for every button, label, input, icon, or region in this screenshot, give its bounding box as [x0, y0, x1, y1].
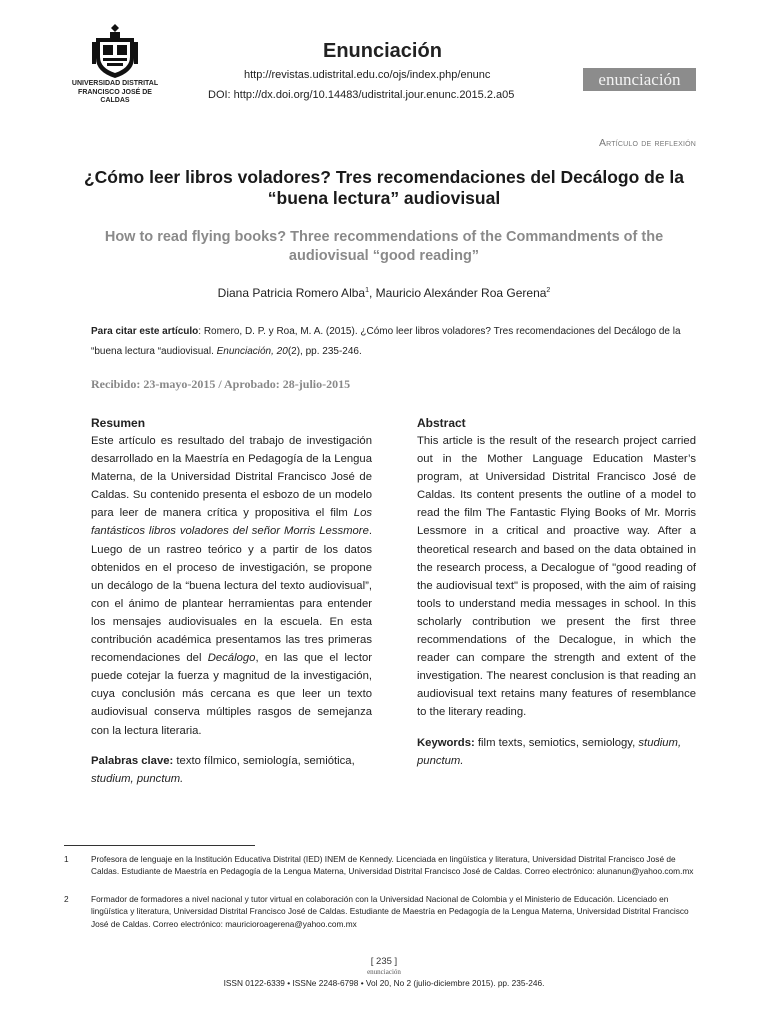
resumen-paragraph [91, 432, 372, 740]
resumen-text-3: , en las que el lector puede cotejar la fuerza y magnitud de la investigación, cuya conclusión más cercana es que leer un texto audiovisual conserva múltiples rasgos de semejanza con la lectura literaria. [91, 652, 373, 737]
resumen-column [91, 414, 372, 788]
author-1: Diana Patricia Romero Alba [217, 286, 366, 300]
footnote-divider [64, 845, 255, 846]
resumen-heading: Resumen [91, 416, 146, 430]
citation-label: Para citar este artículo [91, 326, 199, 337]
citation-text-b: (2), pp. 235-246. [287, 346, 362, 357]
institution-name-line2: FRANCISCO JOSÉ DE CALDAS [78, 88, 152, 104]
article-subtitle-line2: audiovisual “good reading” [288, 248, 480, 264]
palabras-clave-text: texto fílmico, semiología, semiótica, [173, 754, 355, 767]
author-2: Mauricio Alexánder Roa Gerena [375, 286, 547, 300]
abstract-column [417, 414, 696, 770]
author-2-footnote-ref: 2 [546, 287, 551, 294]
received-approved-dates: Recibido: 23-mayo-2015 / Aprobado: 28-julio-2015 [91, 377, 351, 391]
author-1-footnote-ref: 1 [365, 287, 369, 294]
keywords-italic: studium, punctum. [417, 736, 682, 767]
citation-text-a: : Romero, D. P. y Roa, M. A. (2015). ¿Cómo leer libros voladores? Tres recomendaciones del Decálogo de la “buena lectura “audiovisual. [91, 326, 681, 357]
footnote-2-text: Formador de formadores a nivel nacional y tutor virtual en colaboración con la Universidad Nacional de Colombia y el Ministerio de Educación. Licenciado en lingüística y literatura, Universidad Distrital Francisco José de Caldas. Estudiante de Maestría en Pedagogía de la Lengua Materna, Universidad Distrital Francisco José de Caldas. Correo electrónico: mauricioroagerena@yahoo.com.mx [91, 894, 689, 929]
journal-brand-logo: enunciación [583, 68, 696, 91]
resumen-film-title: Los fantásticos libros voladores del señor Morris Lessmore [91, 507, 372, 538]
university-logo [70, 22, 160, 104]
palabras-clave-italic: studium, punctum. [91, 772, 184, 785]
article-title-line1: ¿Cómo leer libros voladores? Tres recomendaciones del Decálogo de la [83, 167, 685, 187]
section-label: Artículo de reflexión [598, 137, 696, 149]
journal-doi[interactable]: DOI: http://dx.doi.org/10.14483/udistrital.jour.enunc.2015.2.a05 [208, 89, 515, 101]
resumen-text-1: Este artículo es resultado del trabajo de investigación desarrollado en la Maestría en Pedagogía de la Lengua Materna, de la Universidad Distrital Francisco José de Caldas. Su contenido presenta el esbozo de un modelo para leer de manera crítica y propositiva el film [91, 435, 372, 520]
footnote-1-text: Profesora de lenguaje en la Institución Educativa Distrital (IED) INEM de Kennedy. Licenciada en lingüística y literatura, Universidad Distrital Francisco José de Caldas. Estudiante de Maestría en Pedagogía de la Lengua Materna, Universidad Distrital Francisco José de Caldas. Correo electrónico: alunanun@yahoo.com.mx [91, 854, 694, 877]
footnote-2-number: 2 [64, 894, 69, 904]
issn-line: ISSN 0122-6339 • ISSNe 2248-6798 • Vol 20, No 2 (julio-diciembre 2015). pp. 235-246. [223, 978, 545, 988]
footnote-1 [64, 853, 704, 878]
keywords-label: Keywords: [417, 736, 475, 749]
keywords-text: film texts, semiotics, semiology, [474, 736, 639, 749]
journal-title: Enunciación [323, 40, 442, 62]
institution-name-line1: UNIVERSIDAD DISTRITAL [71, 80, 159, 87]
author-separator: , [368, 286, 376, 300]
keywords [417, 734, 696, 770]
palabras-clave [91, 752, 372, 788]
university-crest-icon [90, 22, 140, 80]
resumen-text-2: . Luego de un rastreo teórico y a partir de los datos obtenidos en el proceso de investigación, se propone un decálogo de la “buena lectura del texto audiovisual”, con el ánimo de plantear herramientas para entender los mensajes audiovisuales en la escuela. En esta contribución académica presentamos las tres primeras recomendaciones del [91, 525, 372, 665]
page-number: [ 235 ] [370, 956, 398, 967]
article-subtitle [60, 228, 708, 266]
footnote-2 [64, 893, 704, 930]
footer-brand: enunciación [367, 968, 401, 976]
palabras-clave-label: Palabras clave: [91, 754, 174, 767]
footnote-1-number: 1 [64, 854, 69, 864]
citation-journal: Enunciación, 20 [216, 346, 288, 357]
article-title-line2: “buena lectura” audiovisual [267, 188, 501, 208]
resumen-decalogo: Decálogo [207, 652, 256, 665]
journal-url[interactable]: http://revistas.udistrital.edu.co/ojs/index.php/enunc [244, 69, 491, 81]
abstract-paragraph: This article is the result of the research project carried out in the Mother Language Education Master’s program, at Universidad Distrital Francisco José de Caldas. Its content presents the outline of a model to read the film The Fantastic Flying Books of Mr. Morris Lessmore in a critical and proactive way. After a theoretical research and based on the data obtained in the research process, a Decalogue of "good reading of the audiovisual text" is proposed, with the aim of raising tools to understand media messages in school. In this scholarly contribution we present the first three recommendations of the Decalogue, in which the reader can compare the strength and extent of the investigation. The nearest conclusion is that reading an audiovisual text retains many features of resemblance to the literary reading. [417, 435, 696, 719]
article-subtitle-line1: How to read flying books? Three recommendations of the Commandments of the [104, 229, 664, 245]
citation [91, 322, 703, 362]
article-title [60, 167, 708, 209]
authors [60, 286, 708, 300]
abstract-heading: Abstract [417, 416, 466, 430]
